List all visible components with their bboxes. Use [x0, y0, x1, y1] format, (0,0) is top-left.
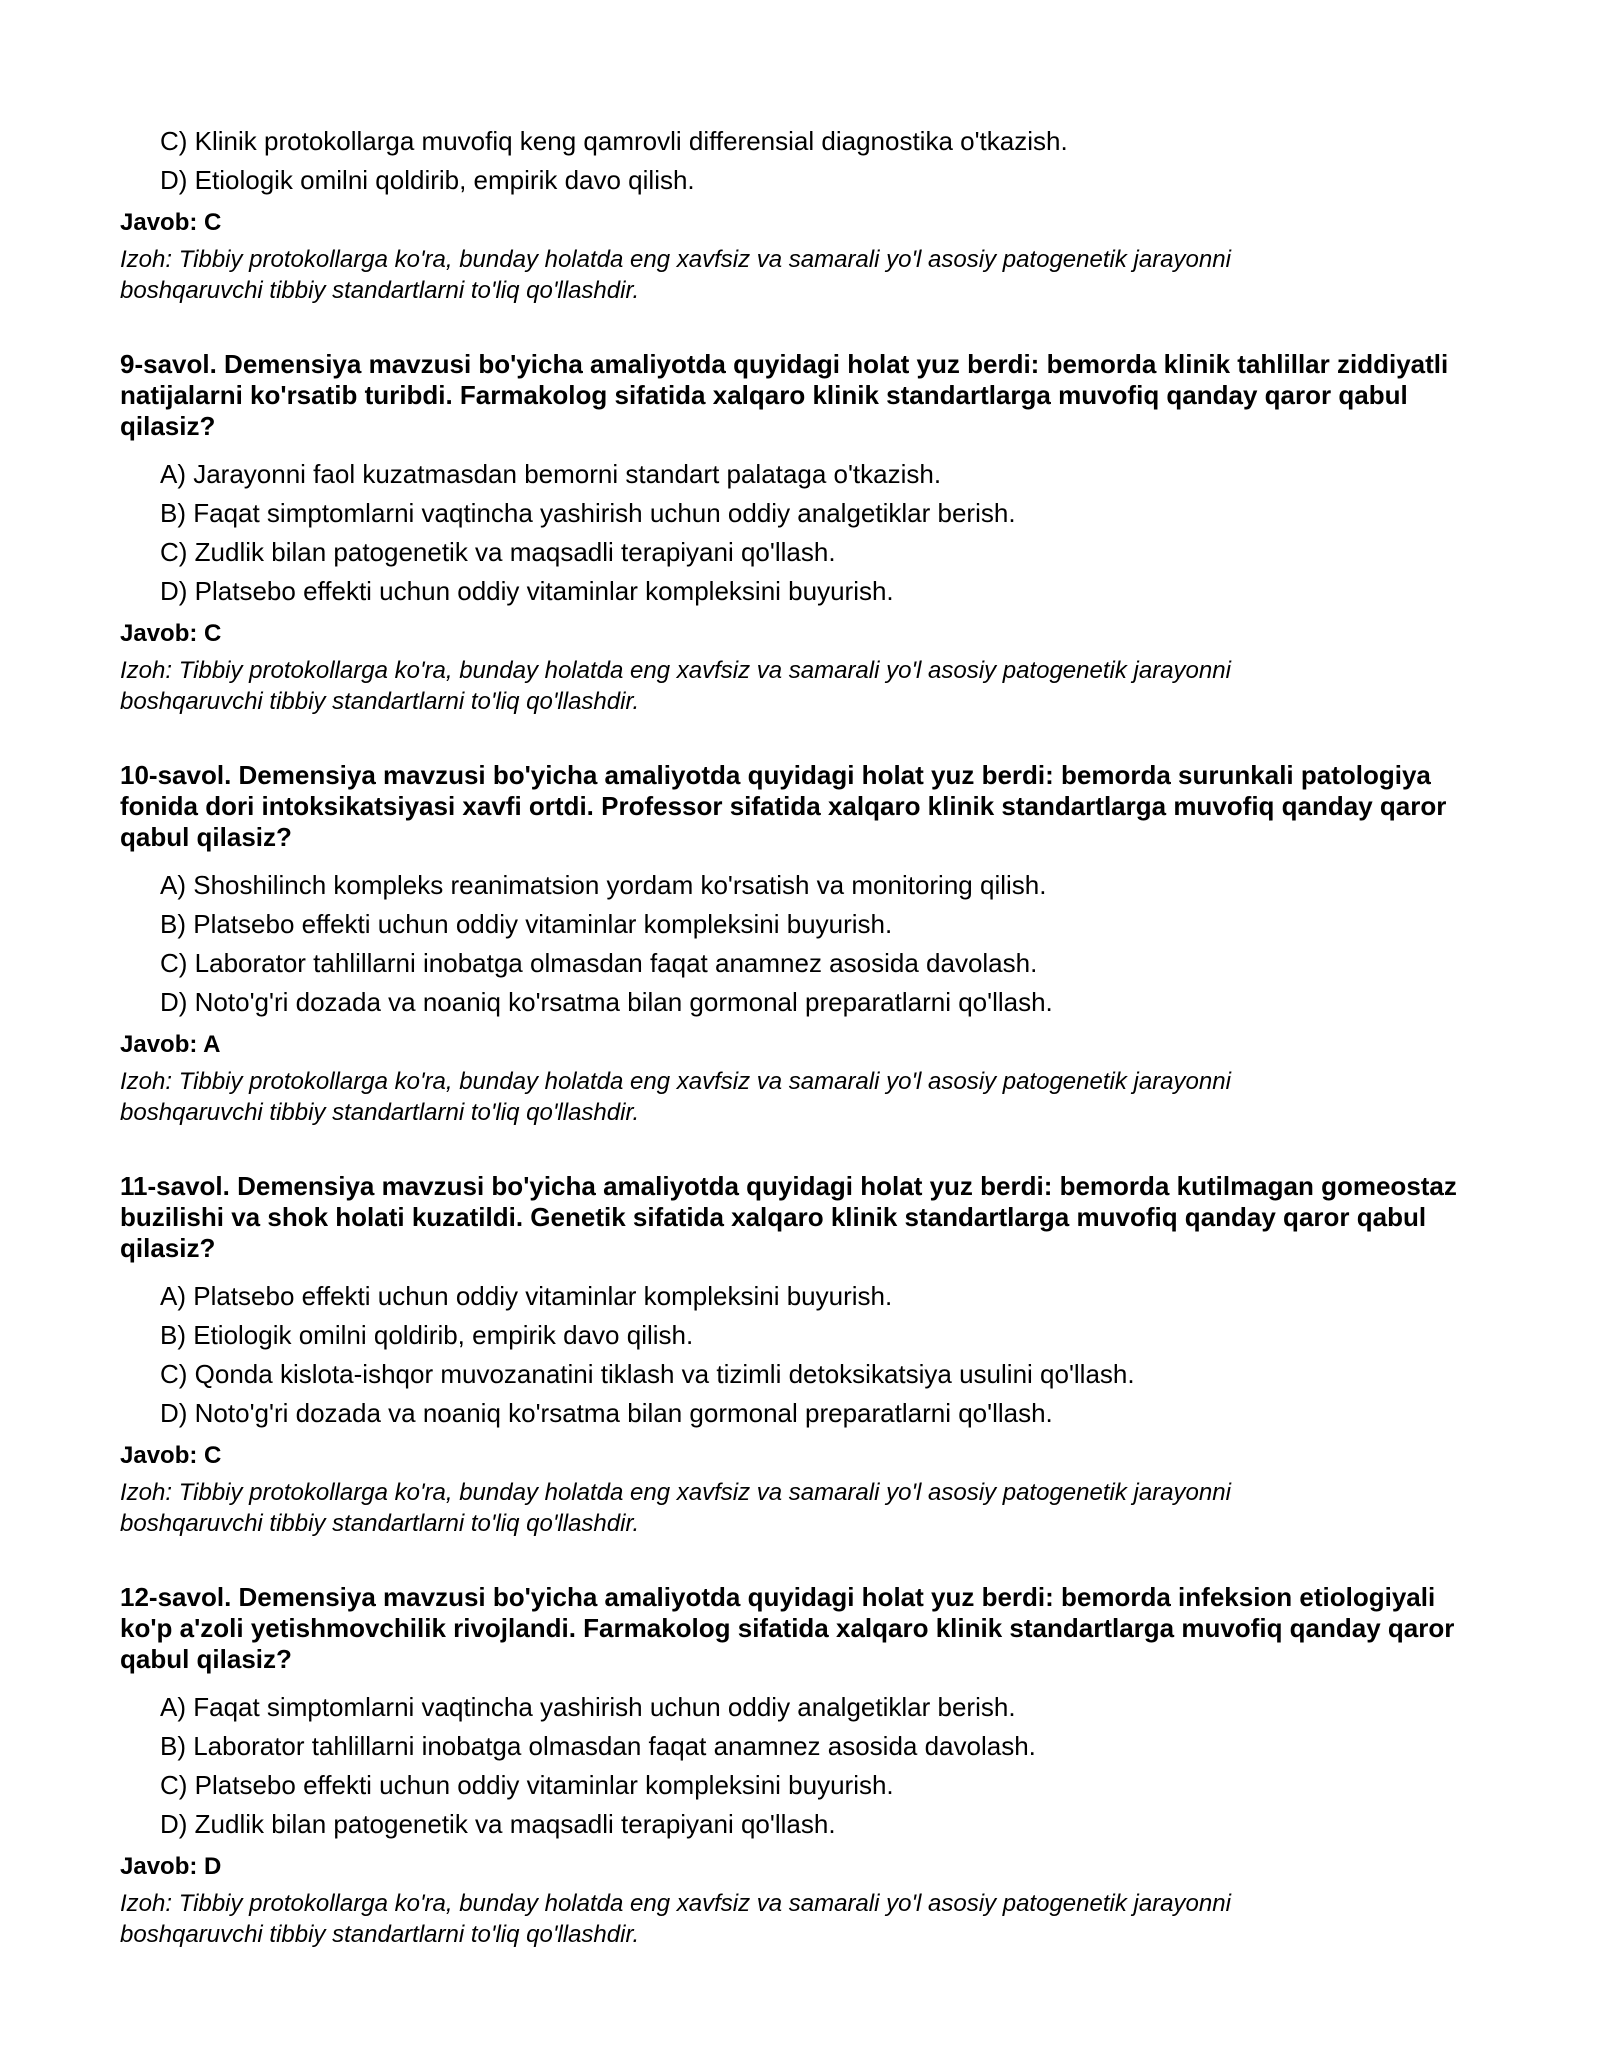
- question-text: 10-savol. Demensiya mavzusi bo'yicha amaliyotda quyidagi holat yuz berdi: bemorda surunkali patologiya fonida dori intoksikatsiyasi xavfi ortdi. Professor sifatida xalqaro klinik standartlarga muvofiq qanday qaror qabul qilasiz?: [120, 760, 1447, 852]
- answer-label: Javob: C: [120, 209, 222, 236]
- question-10: [120, 760, 1480, 1128]
- option-c: C) Klinik protokollarga muvofiq keng qamrovli differensial diagnostika o'tkazish.: [160, 126, 1068, 156]
- explanation-note: Izoh: Tibbiy protokollarga ko'ra, bunday holatda eng xavfsiz va samarali yo'l asosiy patogenetik jarayonni boshqaruvchi tibbiy standartlarni to'liq qo'llashdir.: [120, 246, 1231, 304]
- answer-label: Javob: D: [120, 1853, 222, 1880]
- previous-question-continuation: [120, 122, 1480, 306]
- explanation-note: Izoh: Tibbiy protokollarga ko'ra, bunday holatda eng xavfsiz va samarali yo'l asosiy patogenetik jarayonni boshqaruvchi tibbiy standartlarni to'liq qo'llashdir.: [120, 657, 1231, 715]
- explanation-note: Izoh: Tibbiy protokollarga ko'ra, bunday holatda eng xavfsiz va samarali yo'l asosiy patogenetik jarayonni boshqaruvchi tibbiy standartlarni to'liq qo'llashdir.: [120, 1479, 1231, 1537]
- question-9: [120, 349, 1480, 717]
- answer-label: Javob: C: [120, 1442, 222, 1469]
- option-d: D) Noto'g'ri dozada va noaniq ko'rsatma bilan gormonal preparatlarni qo'llash.: [160, 1398, 1053, 1428]
- option-a: A) Jarayonni faol kuzatmasdan bemorni standart palataga o'tkazish.: [160, 459, 942, 489]
- option-b: B) Faqat simptomlarni vaqtincha yashirish uchun oddiy analgetiklar berish.: [160, 498, 1016, 528]
- question-text: 9-savol. Demensiya mavzusi bo'yicha amaliyotda quyidagi holat yuz berdi: bemorda klinik tahlillar ziddiyatli natijalarni ko'rsatib turibdi. Farmakolog sifatida xalqaro klinik standartlarga muvofiq qanday qaror qabul qilasiz?: [120, 349, 1449, 441]
- option-a: A) Faqat simptomlarni vaqtincha yashirish uchun oddiy analgetiklar berish.: [160, 1692, 1016, 1722]
- option-b: B) Platsebo effekti uchun oddiy vitaminlar kompleksini buyurish.: [160, 909, 893, 939]
- option-list: [120, 455, 1480, 611]
- option-c: C) Laborator tahlillarni inobatga olmasdan faqat anamnez asosida davolash.: [160, 948, 1038, 978]
- option-list: [120, 1688, 1480, 1844]
- option-c: C) Qonda kislota-ishqor muvozanatini tiklash va tizimli detoksikatsiya usulini qo'llash.: [160, 1359, 1135, 1389]
- question-text: 11-savol. Demensiya mavzusi bo'yicha amaliyotda quyidagi holat yuz berdi: bemorda kutilmagan gomeostaz buzilishi va shok holati kuzatildi. Genetik sifatida xalqaro klinik standartlarga muvofiq qanday qaror qabul qilasiz?: [120, 1171, 1457, 1263]
- option-d: D) Noto'g'ri dozada va noaniq ko'rsatma bilan gormonal preparatlarni qo'llash.: [160, 987, 1053, 1017]
- question-11: [120, 1171, 1480, 1539]
- option-c: C) Zudlik bilan patogenetik va maqsadli terapiyani qo'llash.: [160, 537, 836, 567]
- option-b: B) Laborator tahlillarni inobatga olmasdan faqat anamnez asosida davolash.: [160, 1731, 1036, 1761]
- option-list: [120, 1277, 1480, 1433]
- option-c: C) Platsebo effekti uchun oddiy vitaminlar kompleksini buyurish.: [160, 1770, 894, 1800]
- explanation-note: Izoh: Tibbiy protokollarga ko'ra, bunday holatda eng xavfsiz va samarali yo'l asosiy patogenetik jarayonni boshqaruvchi tibbiy standartlarni to'liq qo'llashdir.: [120, 1068, 1231, 1126]
- question-text: 12-savol. Demensiya mavzusi bo'yicha amaliyotda quyidagi holat yuz berdi: bemorda infeksion etiologiyali ko'p a'zoli yetishmovchilik rivojlandi. Farmakolog sifatida xalqaro klinik standartlarga muvofiq qanday qaror qabul qilasiz?: [120, 1582, 1455, 1674]
- question-12: [120, 1582, 1480, 1950]
- option-b: B) Etiologik omilni qoldirib, empirik davo qilish.: [160, 1320, 694, 1350]
- option-list: [120, 122, 1480, 200]
- answer-label: Javob: A: [120, 1031, 221, 1058]
- option-list: [120, 866, 1480, 1022]
- option-d: D) Platsebo effekti uchun oddiy vitaminlar kompleksini buyurish.: [160, 576, 894, 606]
- option-a: A) Platsebo effekti uchun oddiy vitaminlar kompleksini buyurish.: [160, 1281, 893, 1311]
- option-a: A) Shoshilinch kompleks reanimatsion yordam ko'rsatish va monitoring qilish.: [160, 870, 1047, 900]
- explanation-note: Izoh: Tibbiy protokollarga ko'ra, bunday holatda eng xavfsiz va samarali yo'l asosiy patogenetik jarayonni boshqaruvchi tibbiy standartlarni to'liq qo'llashdir.: [120, 1890, 1231, 1948]
- answer-label: Javob: C: [120, 620, 222, 647]
- option-d: D) Etiologik omilni qoldirib, empirik davo qilish.: [160, 165, 695, 195]
- option-d: D) Zudlik bilan patogenetik va maqsadli terapiyani qo'llash.: [160, 1809, 836, 1839]
